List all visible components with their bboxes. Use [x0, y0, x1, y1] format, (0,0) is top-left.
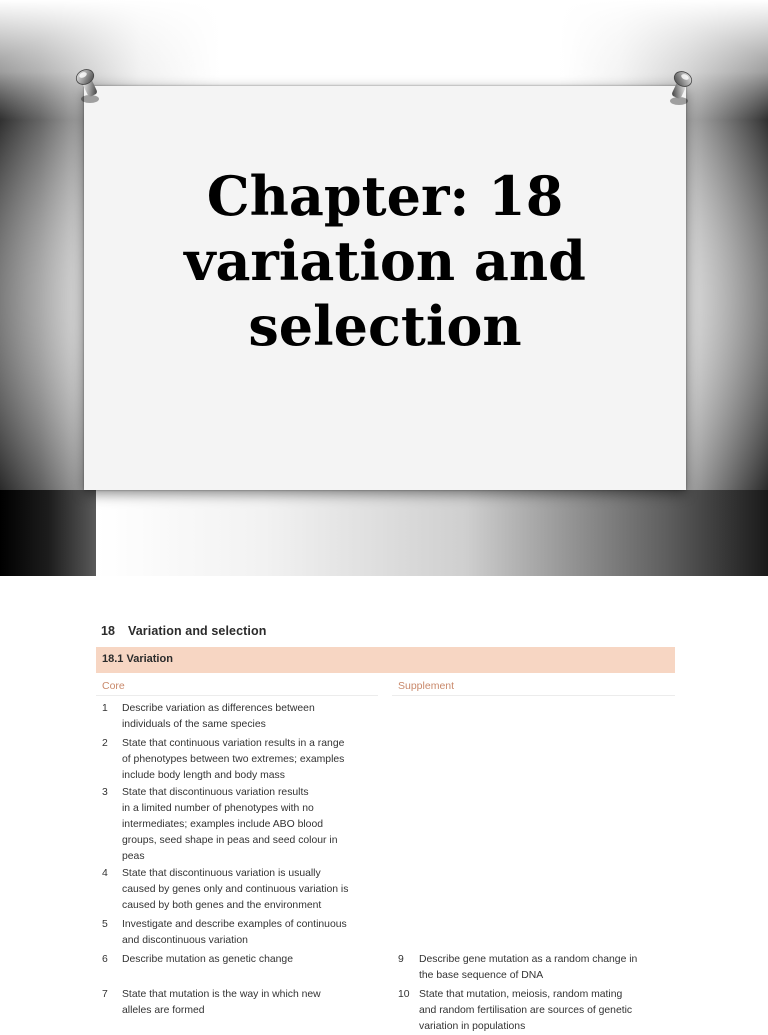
pushpin-left-icon: [70, 66, 106, 106]
chapter-number: 18: [101, 624, 116, 638]
item-text: State that discontinuous variation is usually caused by genes only and continuous variation is caused by both genes and the environment: [122, 868, 349, 911]
slide-title: [84, 164, 686, 359]
item-number: 7: [102, 989, 108, 1000]
item-text: State that discontinuous variation results in a limited number of phenotypes with no intermediates; examples include ABO blood groups, seed shape in peas and seed colour in peas: [122, 787, 338, 862]
item-number: 2: [102, 738, 108, 749]
chapter-heading-text: Variation and selection: [128, 624, 267, 638]
item-text: Describe gene mutation as a random change in the base sequence of DNA: [419, 954, 638, 981]
item-number: 1: [102, 703, 108, 714]
pushpin-right-icon: [662, 68, 698, 108]
supplement-divider: [392, 695, 675, 696]
section-band: [96, 647, 675, 673]
slide-shadow-left: [0, 490, 96, 576]
supplement-column-header: Supplement: [398, 680, 455, 692]
item-number: 6: [102, 954, 108, 965]
item-number: 4: [102, 868, 108, 879]
section-title: 18.1 Variation: [102, 653, 173, 665]
item-number: 3: [102, 787, 108, 798]
item-number: 10: [398, 989, 410, 1000]
syllabus-page: [0, 576, 768, 1032]
title-line-2: variation and: [184, 229, 586, 293]
title-card: [84, 86, 686, 490]
item-number: 9: [398, 954, 404, 965]
item-text: Describe variation as differences between individuals of the same species: [122, 703, 315, 730]
item-text: Describe mutation as genetic change: [122, 954, 293, 965]
item-text: State that mutation is the way in which new alleles are formed: [122, 989, 321, 1016]
title-line-3: selection: [248, 294, 522, 358]
item-text: State that continuous variation results in a range of phenotypes between two extremes; examples include body length and body mass: [122, 738, 345, 781]
item-text: Investigate and describe examples of continuous and discontinuous variation: [122, 919, 347, 946]
core-column-header: Core: [102, 680, 125, 692]
title-line-1: Chapter: 18: [206, 164, 564, 228]
item-text: State that mutation, meiosis, random mating and random fertilisation are sources of genetic variation in populations: [419, 989, 633, 1032]
slide-shadow-band: [96, 490, 768, 576]
item-number: 5: [102, 919, 108, 930]
chapter-heading: [101, 624, 266, 638]
core-divider: [96, 695, 378, 696]
